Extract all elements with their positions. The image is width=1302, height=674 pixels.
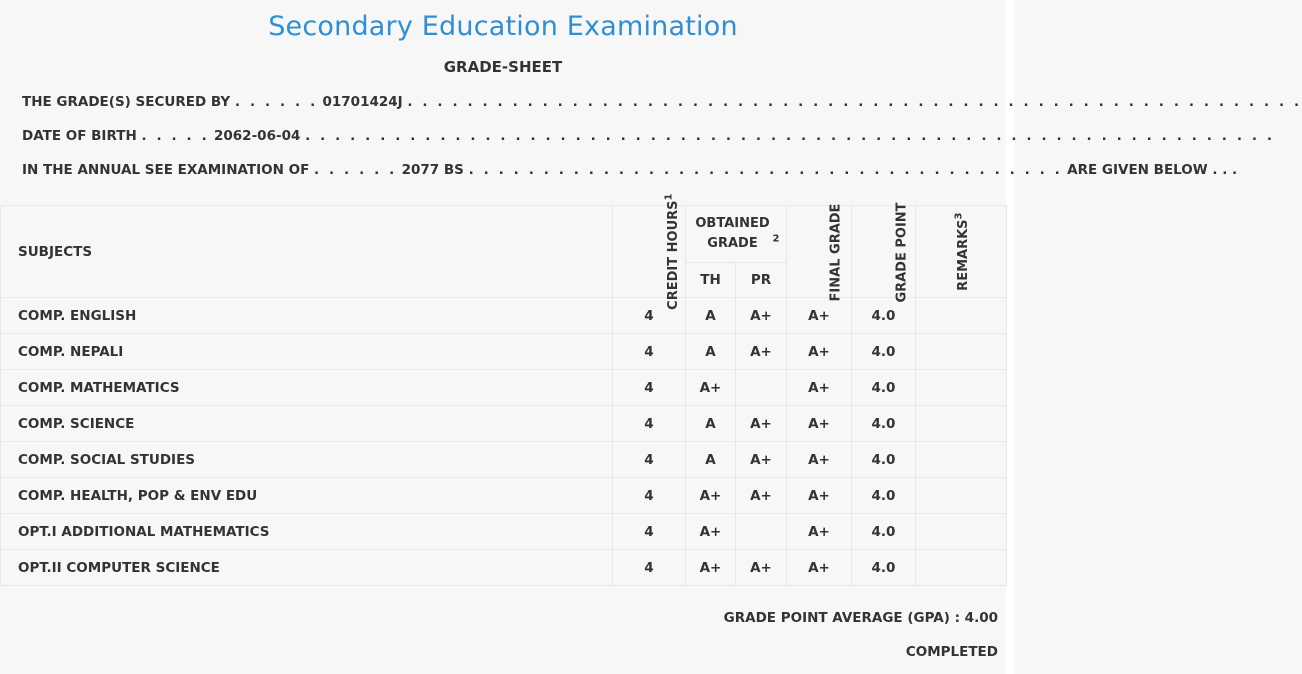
dob-line <box>22 128 1275 144</box>
grade-point-cell: 4.0 <box>852 406 916 442</box>
exam-label: IN THE ANNUAL SEE EXAMINATION OF <box>22 162 310 178</box>
secured-by-label: THE GRADE(S) SECURED BY <box>22 94 231 110</box>
subject-cell: COMP. ENGLISH <box>1 298 613 334</box>
pr-grade-cell: A+ <box>736 550 787 586</box>
dot-leader: . . . . . <box>141 128 210 144</box>
subject-cell: COMP. HEALTH, POP & ENV EDU <box>1 478 613 514</box>
exam-year: 2077 BS <box>401 162 464 178</box>
table-row <box>1 406 1007 442</box>
header-obtained-grade: OBTAINED GRADE $^2$ <box>686 206 787 263</box>
exam-line <box>22 162 1238 178</box>
subject-cell: COMP. MATHEMATICS <box>1 370 613 406</box>
credit-hours-cell: 4 <box>613 478 686 514</box>
dot-leader: . . . . . . . . . . . . . . . . . . . . . . . . . . . . . . . . . . . . . . . . . . . . . . . . . . . . . . . . . . . . . . . . . <box>305 128 1275 144</box>
final-grade-cell: A+ <box>787 370 852 406</box>
header-final-grade: FINAL GRADE <box>787 206 852 298</box>
pr-grade-cell <box>736 514 787 550</box>
grade-point-cell: 4.0 <box>852 550 916 586</box>
subject-cell: OPT.I ADDITIONAL MATHEMATICS <box>1 514 613 550</box>
table-row <box>1 442 1007 478</box>
th-grade-cell: A <box>686 334 736 370</box>
th-grade-cell: A <box>686 298 736 334</box>
grade-table <box>0 193 1007 586</box>
final-grade-cell: A+ <box>787 514 852 550</box>
final-grade-cell: A+ <box>787 406 852 442</box>
credit-hours-cell: 4 <box>613 550 686 586</box>
grade-point-cell: 4.0 <box>852 334 916 370</box>
final-grade-cell: A+ <box>787 478 852 514</box>
dot-leader: . . . . . . <box>234 94 318 110</box>
subject-cell: COMP. NEPALI <box>1 334 613 370</box>
grade-point-cell: 4.0 <box>852 298 916 334</box>
credit-hours-cell: 4 <box>613 334 686 370</box>
header-credit-hours: CREDIT HOURS$^1$ <box>613 206 686 298</box>
dot-leader: . . . . . . . . . . . . . . . . . . . . . . . . . . . . . . . . . . . . . . . . . . . . . . . . . . . . . . . . . . . . <box>407 94 1302 110</box>
grade-point-cell: 4.0 <box>852 478 916 514</box>
dot-leader: . . . . . . <box>314 162 397 178</box>
credit-hours-cell: 4 <box>613 406 686 442</box>
pr-grade-cell: A+ <box>736 298 787 334</box>
page-subtitle: GRADE-SHEET <box>443 58 563 76</box>
remarks-cell <box>916 514 1007 550</box>
subject-cell: OPT.II COMPUTER SCIENCE <box>1 550 613 586</box>
table-row <box>1 514 1007 550</box>
remarks-cell <box>916 406 1007 442</box>
header-th: TH <box>686 263 736 298</box>
th-grade-cell: A <box>686 406 736 442</box>
final-grade-cell: A+ <box>787 334 852 370</box>
dob-label: DATE OF BIRTH <box>22 128 137 144</box>
gpa-summary: GRADE POINT AVERAGE (GPA) : 4.00 <box>723 610 998 626</box>
credit-hours-cell: 4 <box>613 514 686 550</box>
symbol-number: 01701424J <box>322 94 403 110</box>
remarks-cell <box>916 442 1007 478</box>
table-row <box>1 370 1007 406</box>
remarks-cell <box>916 334 1007 370</box>
grade-table-body <box>1 298 1007 586</box>
final-grade-cell: A+ <box>787 442 852 478</box>
dob-value: 2062-06-04 <box>214 128 301 144</box>
table-row <box>1 334 1007 370</box>
th-grade-cell: A+ <box>686 514 736 550</box>
th-grade-cell: A+ <box>686 478 736 514</box>
header-pr: PR <box>736 263 787 298</box>
th-grade-cell: A+ <box>686 370 736 406</box>
grade-point-cell: 4.0 <box>852 442 916 478</box>
final-grade-cell: A+ <box>787 550 852 586</box>
table-row <box>1 298 1007 334</box>
grade-point-cell: 4.0 <box>852 514 916 550</box>
header-subjects: SUBJECTS <box>1 206 613 298</box>
table-row <box>1 478 1007 514</box>
given-below-text: ARE GIVEN BELOW . . . <box>1067 162 1238 178</box>
pr-grade-cell <box>736 370 787 406</box>
remarks-cell <box>916 298 1007 334</box>
remarks-cell <box>916 370 1007 406</box>
grade-point-cell: 4.0 <box>852 370 916 406</box>
dot-leader: . . . . . . . . . . . . . . . . . . . . . . . . . . . . . . . . . . . . . . . . <box>468 162 1063 178</box>
th-grade-cell: A <box>686 442 736 478</box>
page-title: Secondary Education Examination <box>268 11 738 42</box>
secured-by-line <box>22 94 1302 110</box>
pr-grade-cell: A+ <box>736 478 787 514</box>
subject-cell: COMP. SCIENCE <box>1 406 613 442</box>
th-grade-cell: A+ <box>686 550 736 586</box>
remarks-cell <box>916 478 1007 514</box>
pr-grade-cell: A+ <box>736 406 787 442</box>
remarks-cell <box>916 550 1007 586</box>
credit-hours-cell: 4 <box>613 298 686 334</box>
pr-grade-cell: A+ <box>736 334 787 370</box>
credit-hours-cell: 4 <box>613 370 686 406</box>
header-grade-point: GRADE POINT <box>852 206 916 298</box>
header-remarks: REMARKS$^3$ <box>916 206 1007 298</box>
subject-cell: COMP. SOCIAL STUDIES <box>1 442 613 478</box>
final-grade-cell: A+ <box>787 298 852 334</box>
result-status: COMPLETED <box>905 644 998 660</box>
credit-hours-cell: 4 <box>613 442 686 478</box>
pr-grade-cell: A+ <box>736 442 787 478</box>
table-row <box>1 550 1007 586</box>
